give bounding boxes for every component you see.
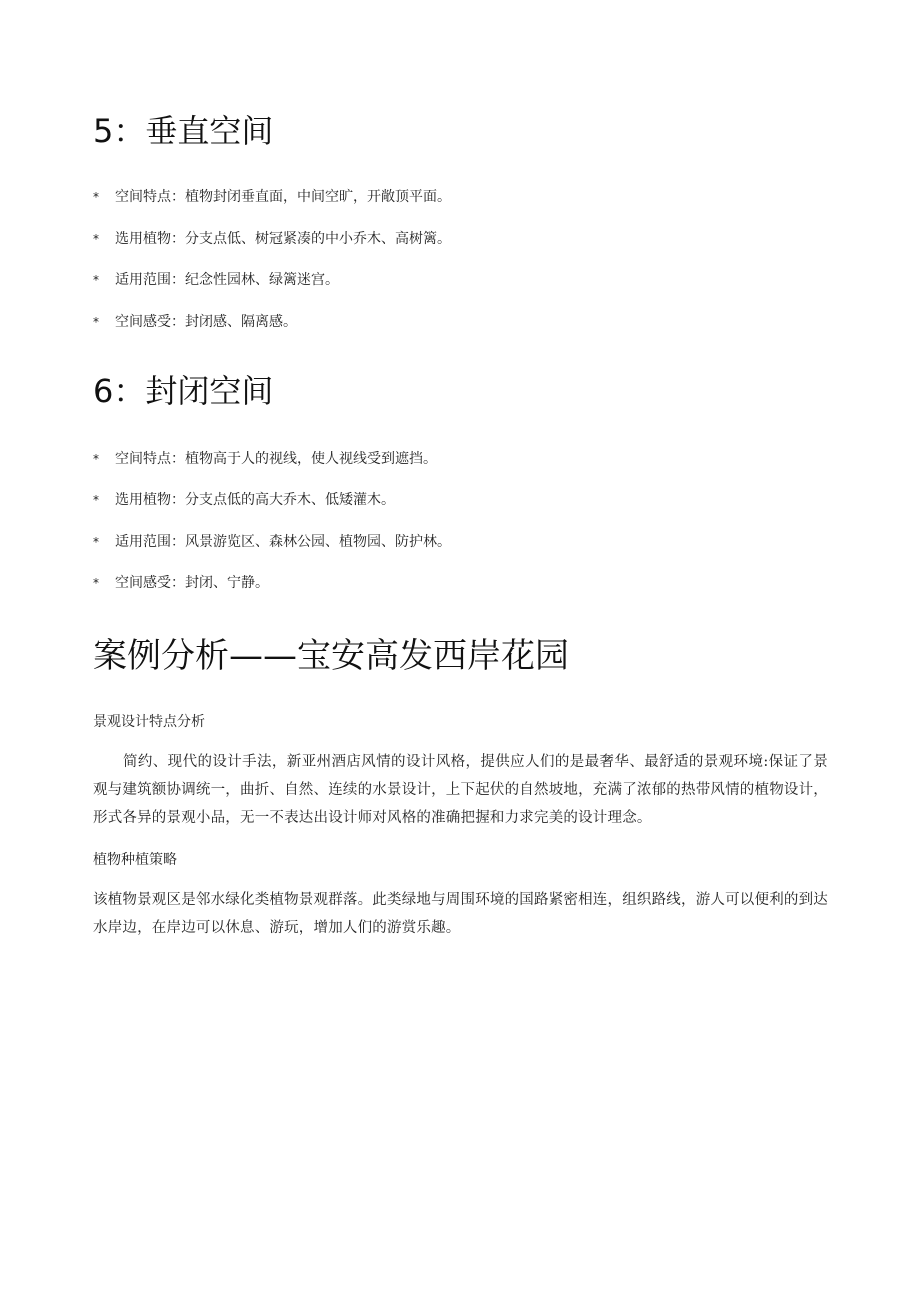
bullet-item [93,490,395,510]
paragraph-planting-strategy: 该植物景观区是邻水绿化类植物景观群落。此类绿地与周围环境的国路紧密相连，组织路线，游人可以便利的到达水岸边，在岸边可以休息、游玩，增加人们的游赏乐趣。 [93,892,828,936]
bullet-marker: * [93,190,99,204]
bullet-item [93,532,451,552]
bullet-item [93,449,437,469]
bullet-text: 空间特点：植物高于人的视线，使人视线受到遮挡。 [115,451,437,467]
section-heading-vertical-space: 5：垂直空间 [93,112,274,150]
subheading-planting-strategy: 植物种植策略 [93,852,177,868]
bullet-text: 适用范围：纪念性园林、绿篱迷宫。 [115,272,339,288]
paragraph-design-features: 简约、现代的设计手法，新亚州酒店风情的设计风格，提供应人们的是最奢华、最舒适的景观环境:保证了景观与建筑额协调统一，曲折、自然、连续的水景设计，上下起伏的自然坡地，充满了浓郁的热带风情的植物设计，形式各异的景观小品，无一不表达出设计师对风格的准确把握和力求完美的设计理念。 [93,754,828,826]
bullet-text: 适用范围：风景游览区、森林公园、植物园、防护林。 [115,534,451,550]
bullet-item [93,229,451,249]
bullet-text: 空间感受：封闭感、隔离感。 [115,314,297,330]
case-study-title: 案例分析——宝安高发西岸花园 [93,636,569,676]
section-heading-closed-space: 6：封闭空间 [93,372,274,410]
bullet-item [93,187,451,207]
bullet-item [93,270,339,290]
bullet-marker: * [93,535,99,549]
bullet-marker: * [93,493,99,507]
bullet-text: 空间感受：封闭、宁静。 [115,575,269,591]
bullet-marker: * [93,232,99,246]
bullet-text: 空间特点：植物封闭垂直面，中间空旷，开敞顶平面。 [115,189,451,205]
bullet-text: 选用植物：分支点低、树冠紧凑的中小乔木、高树篱。 [115,231,451,247]
bullet-marker: * [93,452,99,466]
bullet-text: 选用植物：分支点低的高大乔木、低矮灌木。 [115,492,395,508]
bullet-marker: * [93,576,99,590]
bullet-marker: * [93,315,99,329]
bullet-item [93,312,297,332]
bullet-marker: * [93,273,99,287]
bullet-item [93,573,269,593]
subheading-design-features: 景观设计特点分析 [93,714,205,730]
